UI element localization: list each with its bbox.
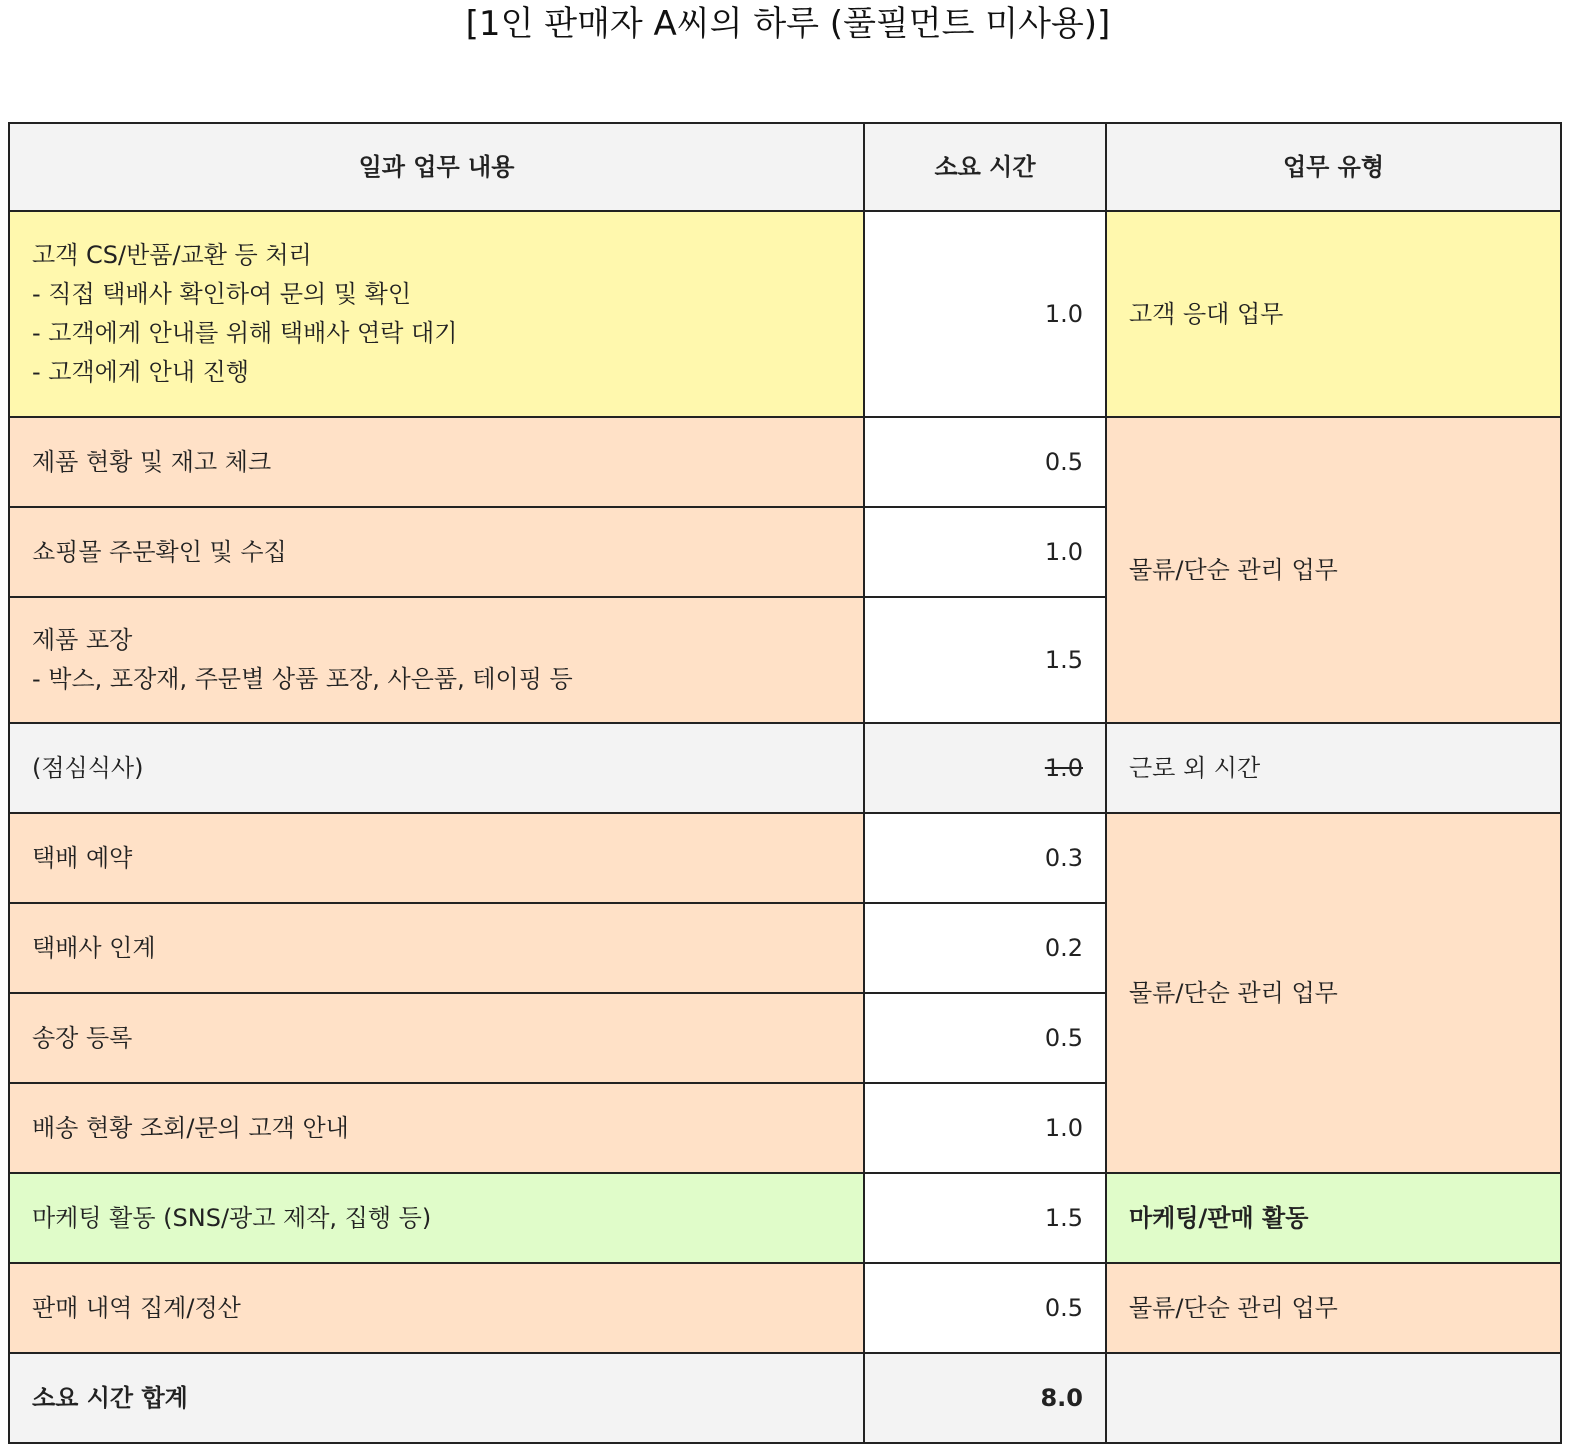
task-detail: - 고객에게 안내 진행 <box>32 358 250 386</box>
time-cell: 1.5 <box>864 597 1106 723</box>
table-row <box>9 1173 1561 1263</box>
table-row <box>9 723 1561 813</box>
header-type: 업무 유형 <box>1106 123 1561 211</box>
task-cell: 제품 현황 및 재고 체크 <box>9 417 864 507</box>
daily-task-table <box>8 122 1562 1444</box>
time-cell: 1.0 <box>864 211 1106 417</box>
type-cell-non-work: 근로 외 시간 <box>1106 723 1561 813</box>
total-value: 8.0 <box>864 1353 1106 1443</box>
task-cell: 택배 예약 <box>9 813 864 903</box>
time-cell: 1.5 <box>864 1173 1106 1263</box>
task-cell: 택배사 인계 <box>9 903 864 993</box>
task-title: 제품 포장 <box>32 626 133 654</box>
time-cell <box>864 723 1106 813</box>
table-header-row <box>9 123 1561 211</box>
time-cell: 0.3 <box>864 813 1106 903</box>
time-cell: 0.5 <box>864 1263 1106 1353</box>
type-cell-marketing: 마케팅/판매 활동 <box>1106 1173 1561 1263</box>
header-time: 소요 시간 <box>864 123 1106 211</box>
task-cell: 쇼핑몰 주문확인 및 수집 <box>9 507 864 597</box>
type-cell-customer: 고객 응대 업무 <box>1106 211 1561 417</box>
total-type-empty <box>1106 1353 1561 1443</box>
time-cell: 1.0 <box>864 507 1106 597</box>
task-cell: 송장 등록 <box>9 993 864 1083</box>
task-detail: - 박스, 포장재, 주문별 상품 포장, 사은품, 테이핑 등 <box>32 665 573 693</box>
type-cell-logistics: 물류/단순 관리 업무 <box>1106 813 1561 1173</box>
task-cell: (점심식사) <box>9 723 864 813</box>
table-row <box>9 417 1561 507</box>
table-row <box>9 813 1561 903</box>
task-detail: - 직접 택배사 확인하여 문의 및 확인 <box>32 280 412 308</box>
task-title: 고객 CS/반품/교환 등 처리 <box>32 241 312 269</box>
header-task: 일과 업무 내용 <box>9 123 864 211</box>
page-title: [1인 판매자 A씨의 하루 (풀필먼트 미사용)] <box>465 4 1111 44</box>
task-cell <box>9 597 864 723</box>
type-cell-logistics: 물류/단순 관리 업무 <box>1106 1263 1561 1353</box>
type-cell-logistics: 물류/단순 관리 업무 <box>1106 417 1561 723</box>
struck-time: 1.0 <box>1044 753 1083 782</box>
task-cell: 마케팅 활동 (SNS/광고 제작, 집행 등) <box>9 1173 864 1263</box>
time-cell: 1.0 <box>864 1083 1106 1173</box>
task-cell: 배송 현황 조회/문의 고객 안내 <box>9 1083 864 1173</box>
time-cell: 0.2 <box>864 903 1106 993</box>
task-detail: - 고객에게 안내를 위해 택배사 연락 대기 <box>32 319 458 347</box>
total-label: 소요 시간 합계 <box>9 1353 864 1443</box>
time-cell: 0.5 <box>864 993 1106 1083</box>
table-row <box>9 211 1561 417</box>
task-cell: 판매 내역 집계/정산 <box>9 1263 864 1353</box>
task-cell <box>9 211 864 417</box>
table-row <box>9 1263 1561 1353</box>
total-row <box>9 1353 1561 1443</box>
time-cell: 0.5 <box>864 417 1106 507</box>
